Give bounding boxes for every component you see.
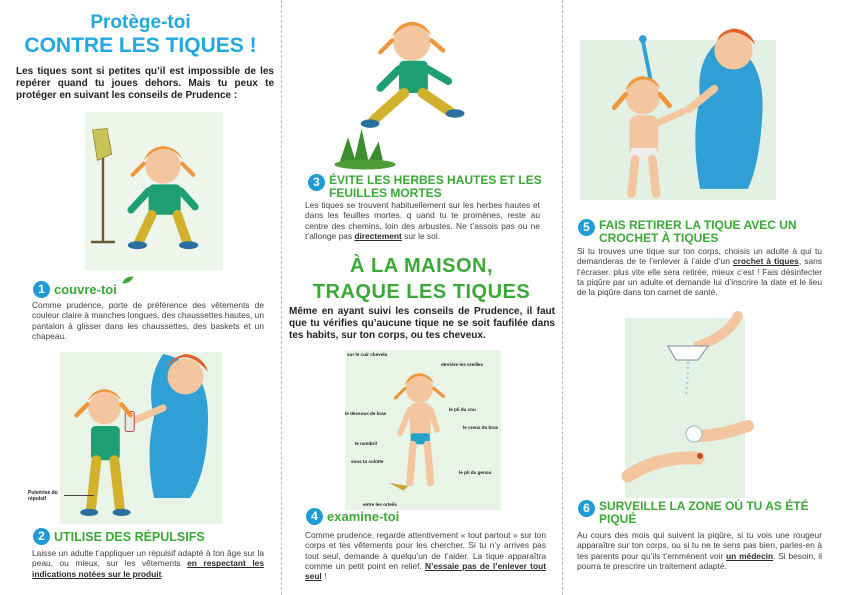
leaf-icon: [121, 275, 135, 285]
step5-heading: [578, 219, 828, 244]
label-toes: entre les orteils: [363, 502, 397, 507]
step6-title: SURVEILLE LA ZONE OÙ TU AS ÉTÉ PIQUÉ: [599, 499, 809, 526]
label-underarm: le dessous de bras: [345, 411, 387, 416]
label-elbow: le creux du bras: [463, 425, 499, 430]
disinfect-hands-illustration: [618, 306, 758, 496]
step4-text: Comme prudence, regarde attentivement « tout partout » sur ton corps et tes vêtements pour les chercher. Si tu n’y arrives pas tout seul, demande à quelqu’un de t’aider. La tique apparaîtra comme un petit point en relief. N’essaie pas de l’enlever tout seul !: [305, 530, 546, 582]
step3-text: Les tiques se trouvent habituellement sur les herbes hautes et dans les feuilles mortes. q uand tu te promènes, reste au centre des chemins, loin des arbustes. Ne t’assois pas ou ne t’allonge pas directement sur le sol.: [305, 200, 540, 241]
home-intro: Même en ayant suivi les conseils de Prudence, il faut que tu vérifies qu’aucune tique ne se soit faufilée dans tes habits, sur ton corps, ou tes cheveux.: [289, 306, 555, 342]
step2-number: 2: [33, 528, 50, 545]
step3-title: ÉVITE LES HERBES HAUTES ET LES FEUILLES MORTES: [329, 173, 542, 200]
label-spray: Pulvérise du répulsif: [28, 490, 58, 502]
label-neck: le pli du cou: [449, 407, 476, 412]
title-line1: Protège-toi: [90, 12, 191, 33]
step6-underlined: un médecin: [726, 550, 774, 561]
step6-number: 6: [578, 500, 595, 517]
step1-title: couvre-toi: [54, 282, 117, 297]
girl-running-illustration: [331, 8, 501, 173]
step5-title: FAIS RETIRER LA TIQUE AVEC UN CROCHET À TIQUES: [599, 218, 797, 245]
step3-underlined: directement: [354, 230, 402, 241]
title-line2: CONTRE LES TIQUES !: [24, 34, 257, 57]
step3-heading: [308, 174, 558, 199]
step2-heading: [33, 528, 205, 545]
home-title-line1: À LA MAISON,: [349, 255, 494, 277]
step4-heading: [306, 508, 399, 525]
step2-underlined: en respectant les indications notées sur le produit: [32, 558, 264, 579]
home-title-line2: TRAQUE LES TIQUES: [312, 281, 531, 303]
step2-title: UTILISE DES RÉPULSIFS: [54, 530, 205, 544]
panel-right: [562, 0, 842, 595]
step6-text: Au cours des mois qui suivent la piqûre, si tu vois une rougeur apparaître sur ton corps, ou si tu ne te sens pas bien, parles-en à tes parents pour qu’ils t’emmènent voir un médecin. Si besoin, il pourra te prescrire un traitement adapté.: [577, 530, 822, 571]
step6-heading: [578, 500, 828, 525]
label-spray-line: [64, 495, 94, 496]
step1-heading: [33, 281, 135, 298]
step4-title: examine-toi: [327, 509, 400, 524]
intro-text: Les tiques sont si petites qu’il est impossible de les repérer quand tu joues dehors. Mais tu peux te protéger en suivant les conseils de Prudence :: [16, 66, 274, 102]
step5-text: Si tu trouves une tique sur ton corps, choisis un adulte à qui tu demanderas de te l’enlever à l’aide d’un crochet à tiques, sans l’écraser. plus vite elle sera retirée, mieux c’est ! Fais désinfecter ta piqûre par un adulte et demande lui d’inscrire la date et le lieu de la piqûre dans ton carnet de santé.: [577, 246, 822, 298]
step2-text: Laisse un adulte t’appliquer un répulsif adapté à ton âge sur la peau, ou mieux, sur les vêtements en respectant les indications notées sur le produit.: [32, 548, 264, 579]
step4-number: 4: [306, 508, 323, 525]
label-navel: le nombril: [355, 441, 377, 446]
label-scalp: sur le cuir chevelu: [347, 352, 388, 357]
girl-dressing-illustration: [75, 110, 235, 270]
tick-removal-illustration: [576, 20, 786, 205]
label-ears: derrière les oreilles: [441, 362, 484, 367]
step5-number: 5: [578, 219, 595, 236]
panel-middle: [281, 0, 562, 595]
girl-body-check-illustration: [381, 352, 461, 508]
panel-left: [0, 0, 281, 595]
step1-text: Comme prudence, porte de préférence des vêtements de couleur claire à manches longues, des chaussettes hautes, un pantalon à glisser dans les chaussettes, des baskets et un chapeau.: [32, 300, 264, 341]
step5-underlined: crochet à tiques: [733, 256, 799, 267]
step4-underlined: N’essaie pas de l’enlever tout seul: [305, 560, 546, 582]
label-knee: le pli du genou: [459, 470, 492, 475]
label-underwear: sous ta culotte: [351, 459, 384, 464]
repellent-spray-illustration: [55, 345, 235, 525]
step1-number: 1: [33, 281, 50, 298]
step3-number: 3: [308, 174, 325, 191]
